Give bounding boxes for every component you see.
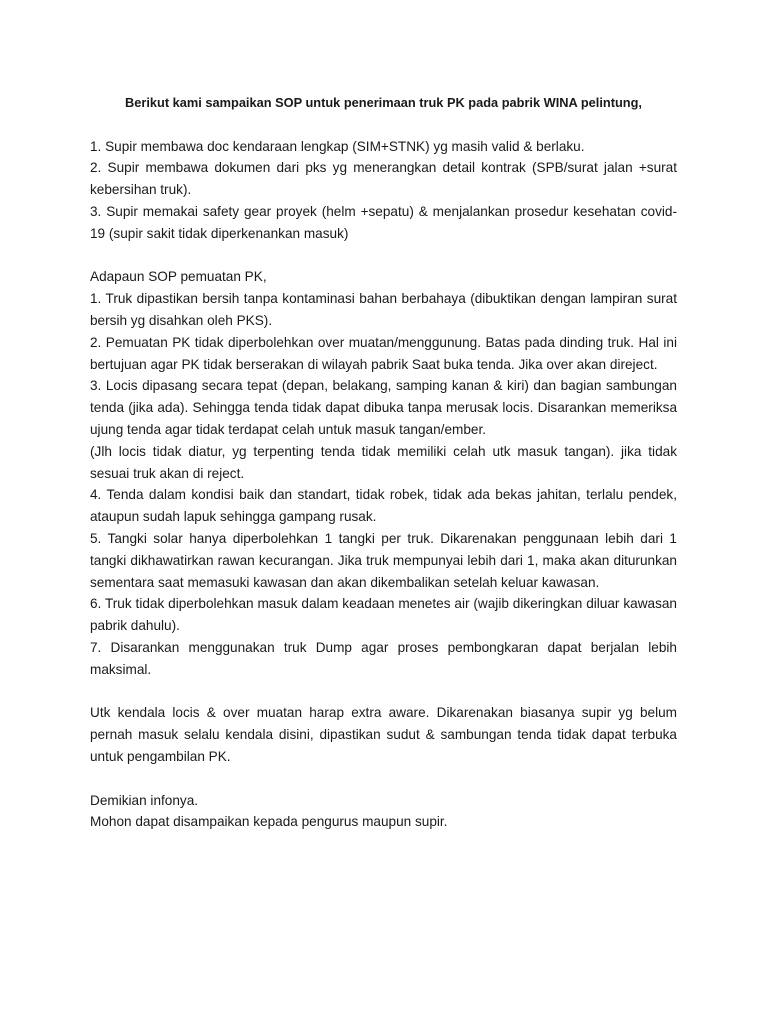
loading-sop-item: 7. Disarankan menggunakan truk Dump agar proses pembongkaran dapat berjalan lebih maksimal. (90, 639, 677, 677)
closing-line: Demikian infonya. (90, 792, 199, 808)
loading-sop-item: 2. Pemuatan PK tidak diperbolehkan over muatan/menggunung. Batas pada dinding truk. Hal ini bertujuan agar PK tidak berserakan di wilayah pabrik Saat buka tenda. Jika over akan direject. (90, 334, 677, 372)
loading-sop-list (90, 288, 677, 680)
loading-sop-item: 4. Tenda dalam kondisi baik dan standart, tidak robek, tidak ada bekas jahitan, terlalu pendek, ataupun sudah lapuk sehingga gampang rusak. (90, 487, 677, 525)
loading-sop-item: 1. Truk dipastikan bersih tanpa kontaminasi bahan berbahaya (dibuktikan dengan lampiran surat bersih yg disahkan oleh PKS). (90, 291, 677, 328)
loading-sop-item: 3. Locis dipasang secara tepat (depan, belakang, samping kanan & kiri) dan bagian sambungan tenda (jika ada). Sehingga tenda tidak dapat dibuka tanpa merusak locis. Disarankan memeriksa ujung tenda agar tidak terdapat celah untuk masuk tangan/ember. (90, 378, 677, 437)
driver-requirement-item: 1. Supir membawa doc kendaraan lengkap (SIM+STNK) yg masih valid & berlaku. (90, 138, 585, 154)
driver-requirement-item: 2. Supir membawa dokumen dari pks yg menerangkan detail kontrak (SPB/surat jalan +surat kebersihan truk). (90, 160, 677, 198)
loading-sop-heading: Adapaun SOP pemuatan PK, (90, 269, 267, 285)
paragraph-spacer (90, 245, 677, 267)
loading-sop-item: 5. Tangki solar hanya diperbolehkan 1 tangki per truk. Dikarenakan penggunaan lebih dari 1 tangki dikhawatirkan rawan kecurangan. Jika truk mempunyai lebih dari 1, maka akan diturunkan sementara saat memasuki kawasan dan akan dikembalikan setelah keluar kawasan. (90, 530, 677, 590)
document-body (90, 92, 677, 833)
closing-line: Mohon dapat disampaikan kepada pengurus maupun supir. (90, 814, 448, 830)
driver-requirement-item: 3. Supir memakai safety gear proyek (helm +sepatu) & menjalankan prosedur kesehatan covid-19 (supir sakit tidak diperkenankan masuk) (90, 203, 677, 241)
attention-note: Utk kendala locis & over muatan harap extra aware. Dikarenakan biasanya supir yg belum pernah masuk selalu kendala disini, dipastikan sudut & sambungan tenda tidak dapat terbuka untuk pengambilan PK. (90, 705, 677, 764)
loading-sop-note: (Jlh locis tidak diatur, yg terpenting tenda tidak memiliki celah utk masuk tangan). jika tidak sesuai truk akan di reject. (90, 443, 677, 481)
driver-requirements-list (90, 136, 677, 245)
paragraph-spacer (90, 681, 677, 703)
paragraph-spacer (90, 768, 677, 790)
document-title: Berikut kami sampaikan SOP untuk penerimaan truk PK pada pabrik WINA pelintung, (125, 95, 642, 110)
loading-sop-item: 6. Truk tidak diperbolehkan masuk dalam keadaan menetes air (wajib dikeringkan diluar kawasan pabrik dahulu). (90, 596, 677, 634)
